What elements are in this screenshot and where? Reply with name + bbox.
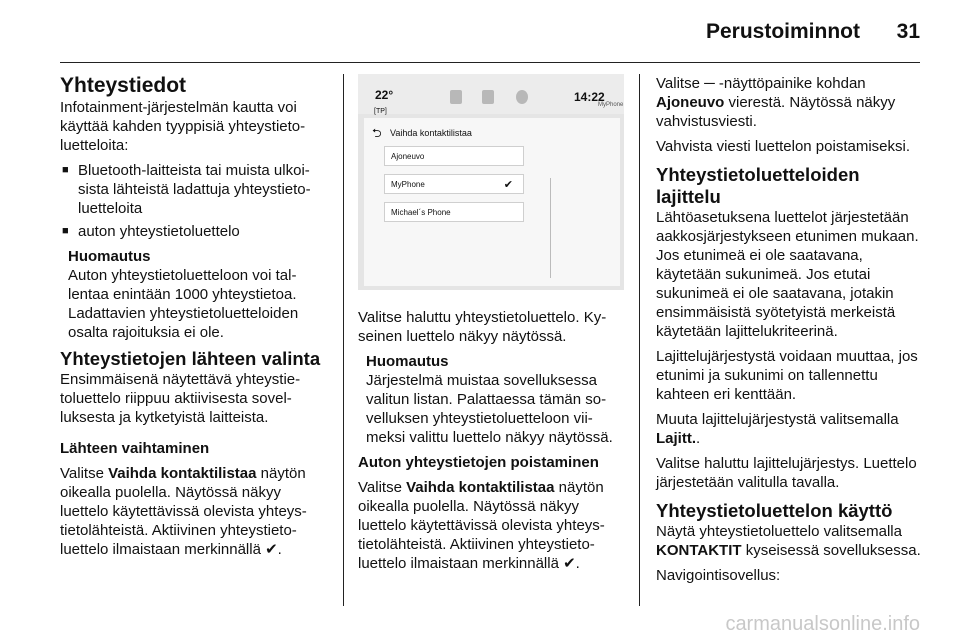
list-item[interactable]: Michael´s Phone bbox=[384, 202, 524, 222]
status-bar bbox=[358, 74, 624, 114]
list-item: ■ auton yhteystietoluettelo bbox=[60, 222, 332, 241]
tp-indicator: [TP] bbox=[374, 108, 387, 115]
column-left bbox=[60, 74, 332, 565]
phone-icon bbox=[482, 90, 494, 104]
bluetooth-device: MyPhone bbox=[598, 102, 624, 108]
contact-list-panel bbox=[364, 118, 620, 286]
paragraph: Vahvista viesti luettelon poistamiseksi. bbox=[656, 138, 911, 155]
subsection-title: Lähteen vaihtaminen bbox=[60, 440, 210, 457]
column-right bbox=[656, 74, 928, 591]
paragraph: Näytä yhteystietoluettelo valitsemalla KONTAKTIT kyseisessä sovelluksessa. bbox=[656, 523, 921, 559]
media-icon bbox=[450, 90, 462, 104]
bullet-list bbox=[60, 161, 332, 241]
list-item[interactable]: MyPhone ✔ bbox=[384, 174, 524, 194]
list-item: ■ Bluetooth-laitteista tai muista ulkoisista lähteistä ladattuja yhteystietoluetteloita bbox=[60, 161, 332, 218]
temperature: 22° bbox=[375, 88, 394, 102]
ui-term: KONTAKTIT bbox=[656, 542, 742, 559]
intro-text: Infotainment-järjestelmän kautta voi käyttää kahden tyyppisiä yhteystietoluetteloita: bbox=[60, 99, 306, 154]
nav-icon bbox=[516, 90, 528, 104]
column-divider bbox=[639, 74, 640, 606]
paragraph: Valitse haluttu yhteystietoluettelo. Kyseinen luettelo näkyy näytössä. bbox=[358, 309, 607, 345]
paragraph: Valitse Vaihda kontaktilistaa näytön oikealla puolella. Näytössä näkyy luettelo käytettävissä olevista yhteystietolähteistä. Aktiivinen yhteystietoluettelo ilmaistaan merkinnällä ✔. bbox=[358, 479, 605, 572]
page-number: 31 bbox=[896, 20, 920, 43]
note-title: Huomautus bbox=[366, 353, 449, 370]
section-heading: Yhteystiedot bbox=[60, 74, 187, 97]
note-text: Järjestelmä muistaa sovelluksessa valitun listan. Palattaessa tämän sovelluksen yhteystietoluetteloon viimeksi valittu luettelo näkyy näytössä. bbox=[366, 372, 613, 446]
note-title: Huomautus bbox=[68, 248, 151, 265]
column-divider bbox=[343, 74, 344, 606]
paragraph: Valitse haluttu lajittelujärjestys. Luettelo järjestetään valitulla tavalla. bbox=[656, 455, 917, 491]
watermark: carmanualsonline.info bbox=[725, 613, 920, 635]
back-arrow-icon[interactable]: ⮌ bbox=[372, 126, 382, 140]
section-heading: Yhteystietoluettelon käyttö bbox=[656, 500, 893, 521]
note-box bbox=[60, 247, 332, 342]
paragraph: Ensimmäisenä näytettävä yhteystietoluettelo riippuu aktiivisesta sovelluksesta ja kytketyistä laitteista. bbox=[60, 371, 301, 426]
paragraph: Lähtöasetuksena luettelot järjestetään aakkosjärjestykseen etunimen mukaan. Jos etunimeä ei ole saatavana, käytetään sukunimeä. Jos etutai sukunimeä ei ole saatavana, jotakin ensimmäisistä syötetyistä merkeistä käytetään lajittelukriteerinä. bbox=[656, 209, 919, 340]
paragraph: Muuta lajittelujärjestystä valitsemalla Lajitt.. bbox=[656, 411, 899, 447]
section-heading: Yhteystietoluetteloiden lajittelu bbox=[656, 164, 860, 207]
column-middle bbox=[358, 74, 626, 579]
subsection-title: Auton yhteystietojen poistaminen bbox=[358, 454, 599, 471]
paragraph: Navigointisovellus: bbox=[656, 567, 781, 584]
section-heading: Yhteystietojen lähteen valinta bbox=[60, 348, 321, 369]
screen-illustration bbox=[358, 74, 624, 290]
note-text: Auton yhteystietoluetteloon voi tallentaa enintään 1000 yhteystietoa. Ladattavien yhteystietoluetteloiden osalta rajoituksia ei ole. bbox=[68, 267, 299, 341]
page-header bbox=[60, 0, 920, 63]
list-item[interactable]: Ajoneuvo bbox=[384, 146, 524, 166]
paragraph: Valitse Vaihda kontaktilistaa näytön oikealla puolella. Näytössä näkyy luettelo käytettävissä olevista yhteystietolähteistä. Aktiivinen yhteystietoluettelo ilmaistaan merkinnällä ✔. bbox=[60, 465, 307, 558]
ui-term: Lajitt. bbox=[656, 430, 696, 447]
header-title: Perustoiminnot bbox=[705, 20, 860, 43]
clock: 14:22 bbox=[574, 90, 605, 104]
paragraph: Valitse ─ -näyttöpainike kohdan Ajoneuvo vierestä. Näytössä näkyy vahvistusviesti. bbox=[656, 75, 896, 130]
paragraph: Lajittelujärjestystä voidaan muuttaa, jos etunimi ja sukunimi on tallennettu kahteen eri kenttään. bbox=[656, 348, 918, 403]
ui-term: Vaihda kontaktilistaa bbox=[406, 479, 555, 496]
checkmark-icon: ✔ bbox=[503, 179, 513, 191]
ui-term: Vaihda kontaktilistaa bbox=[108, 465, 257, 482]
note-box bbox=[358, 352, 626, 447]
panel-title: Vaihda kontaktilistaa bbox=[390, 128, 472, 138]
scrollbar[interactable] bbox=[550, 178, 551, 278]
ui-term: Ajoneuvo bbox=[656, 94, 725, 111]
